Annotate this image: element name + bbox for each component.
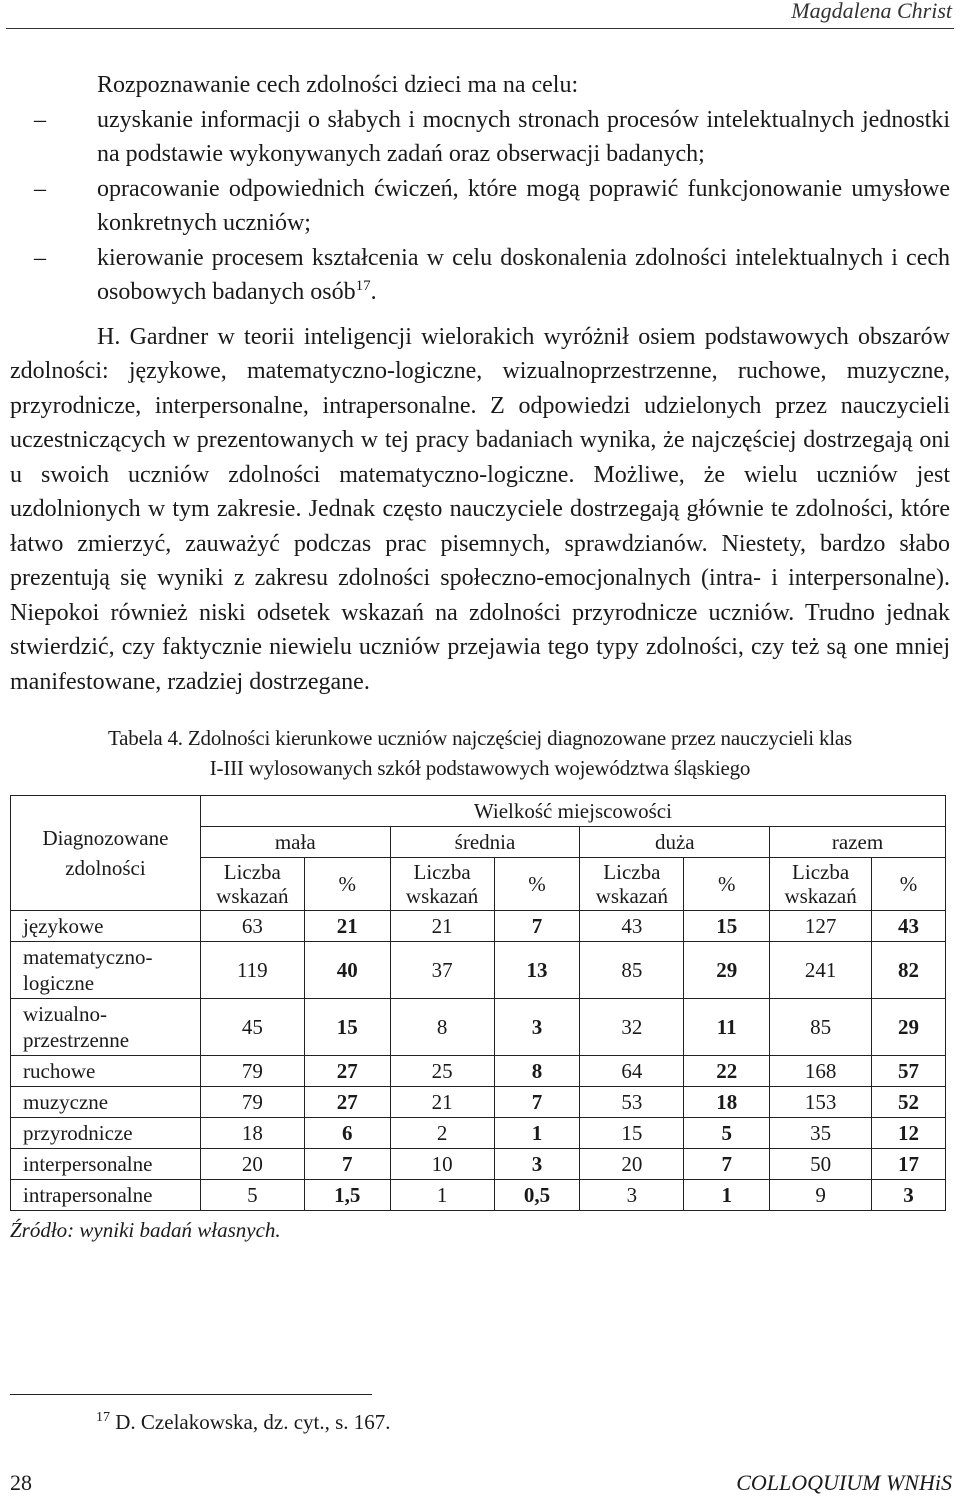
page-number: 28	[10, 1470, 32, 1495]
pct-cell: 7	[494, 911, 580, 942]
count-header	[200, 858, 304, 911]
count-cell: 63	[200, 911, 304, 942]
count-cell: 8	[390, 999, 494, 1056]
table-source: Źródło: wyniki badań własnych.	[10, 1218, 281, 1242]
pct-cell: 27	[304, 1087, 390, 1118]
pct-cell: 15	[684, 911, 770, 942]
row-label: interpersonalne	[11, 1149, 201, 1180]
count-header	[390, 858, 494, 911]
row-label: intrapersonalne	[11, 1180, 201, 1211]
table-row	[11, 1087, 946, 1118]
table-caption-line: Tabela 4. Zdolności kierunkowe uczniów najczęściej diagnozowane przez nauczycieli klas	[108, 726, 852, 750]
pct-cell: 3	[872, 1180, 946, 1211]
count-cell: 10	[390, 1149, 494, 1180]
count-cell: 21	[390, 911, 494, 942]
footnote-text: D. Czelakowska, dz. cyt., s. 167.	[115, 1410, 391, 1434]
pct-cell: 21	[304, 911, 390, 942]
pct-cell: 17	[872, 1149, 946, 1180]
footnote	[96, 1410, 391, 1435]
group-header: Wielkość miejscowości	[200, 796, 945, 827]
count-header-line: Liczba	[223, 860, 281, 884]
list-item	[10, 103, 950, 172]
count-cell: 18	[200, 1118, 304, 1149]
count-cell: 20	[200, 1149, 304, 1180]
footnote-ref: 17	[355, 278, 371, 294]
count-cell: 153	[770, 1087, 872, 1118]
count-cell: 20	[580, 1149, 684, 1180]
count-header-line: Liczba	[603, 860, 661, 884]
pct-cell: 82	[872, 942, 946, 999]
footnote-number: 17	[96, 1410, 110, 1425]
count-cell: 32	[580, 999, 684, 1056]
row-label: przyrodnicze	[11, 1118, 201, 1149]
pct-cell: 27	[304, 1056, 390, 1087]
dash-bullet: –	[34, 175, 46, 202]
list-item	[10, 172, 950, 241]
goals-list	[10, 103, 950, 310]
count-header	[770, 858, 872, 911]
table-row	[11, 942, 946, 999]
count-cell: 50	[770, 1149, 872, 1180]
count-cell: 15	[580, 1118, 684, 1149]
count-cell: 85	[580, 942, 684, 999]
table-row	[11, 999, 946, 1056]
count-cell: 168	[770, 1056, 872, 1087]
pct-cell: 18	[684, 1087, 770, 1118]
count-cell: 21	[390, 1087, 494, 1118]
list-item-text: uzyskanie informacji o słabych i mocnych stronach procesów intelektualnych jednostki na podstawie wykonywanych zadań oraz obserwacji badanych;	[97, 106, 950, 167]
count-cell: 1	[390, 1180, 494, 1211]
list-item-text: opracowanie odpowiednich ćwiczeń, które mogą poprawić funkcjonowanie umysłowe konkretnych uczniów;	[97, 175, 950, 236]
pct-cell: 52	[872, 1087, 946, 1118]
count-cell: 119	[200, 942, 304, 999]
count-header-line: wskazań	[216, 884, 289, 908]
count-cell: 3	[580, 1180, 684, 1211]
count-cell: 241	[770, 942, 872, 999]
footnote-ref-punct: .	[370, 279, 377, 305]
list-item-text: kierowanie procesem kształcenia w celu doskonalenia zdolności intelektualnych i cech osobowych badanych osób	[97, 244, 950, 305]
pct-header: %	[684, 858, 770, 911]
count-header-line: wskazań	[405, 884, 479, 908]
pct-cell: 6	[304, 1118, 390, 1149]
count-cell: 35	[770, 1118, 872, 1149]
pct-cell: 1	[494, 1118, 580, 1149]
row-label: wizualno-przestrzenne	[11, 999, 201, 1056]
count-cell: 79	[200, 1087, 304, 1118]
pct-header: %	[872, 858, 946, 911]
pct-cell: 1,5	[304, 1180, 390, 1211]
pct-cell: 40	[304, 942, 390, 999]
table-row	[11, 1118, 946, 1149]
table-row	[11, 911, 946, 942]
pct-cell: 22	[684, 1056, 770, 1087]
running-header-author: Magdalena Christ	[791, 0, 952, 23]
count-cell: 53	[580, 1087, 684, 1118]
table-wrapper	[10, 795, 950, 1211]
footnote-rule	[10, 1394, 372, 1395]
pct-cell: 1	[684, 1180, 770, 1211]
count-cell: 45	[200, 999, 304, 1056]
pct-cell: 11	[684, 999, 770, 1056]
table-body	[11, 911, 946, 1211]
pct-cell: 29	[684, 942, 770, 999]
pct-cell: 7	[304, 1149, 390, 1180]
dash-bullet: –	[34, 106, 46, 133]
journal-name: COLLOQUIUM WNHiS	[736, 1470, 952, 1495]
count-header-line: wskazań	[784, 884, 857, 908]
count-cell: 85	[770, 999, 872, 1056]
pct-header: %	[304, 858, 390, 911]
intro-line: Rozpoznawanie cech zdolności dzieci ma na celu:	[97, 72, 579, 98]
pct-cell: 15	[304, 999, 390, 1056]
group-name: duża	[580, 827, 770, 858]
count-header	[580, 858, 684, 911]
pct-cell: 29	[872, 999, 946, 1056]
row-label: muzyczne	[11, 1087, 201, 1118]
pct-cell: 13	[494, 942, 580, 999]
count-header-line: Liczba	[792, 860, 850, 884]
abilities-table	[10, 795, 946, 1211]
row-label: językowe	[11, 911, 201, 942]
header-rule	[6, 28, 954, 29]
count-cell: 5	[200, 1180, 304, 1211]
count-cell: 64	[580, 1056, 684, 1087]
table-caption-line: I-III wylosowanych szkół podstawowych województwa śląskiego	[209, 756, 751, 780]
count-cell: 9	[770, 1180, 872, 1211]
count-cell: 43	[580, 911, 684, 942]
row-label: ruchowe	[11, 1056, 201, 1087]
count-header-line: Liczba	[413, 860, 471, 884]
group-name: razem	[770, 827, 946, 858]
pct-header: %	[494, 858, 580, 911]
pct-cell: 12	[872, 1118, 946, 1149]
group-name: średnia	[390, 827, 580, 858]
table-row	[11, 1180, 946, 1211]
pct-cell: 7	[684, 1149, 770, 1180]
dash-bullet: –	[34, 244, 46, 271]
pct-cell: 57	[872, 1056, 946, 1087]
group-name: mała	[200, 827, 390, 858]
table-caption	[10, 723, 950, 783]
pct-cell: 5	[684, 1118, 770, 1149]
row-label: matematyczno-logiczne	[11, 942, 201, 999]
pct-cell: 7	[494, 1087, 580, 1118]
list-item	[10, 241, 950, 310]
count-header-line: wskazań	[595, 884, 668, 908]
pct-cell: 0,5	[494, 1180, 580, 1211]
pct-cell: 43	[872, 911, 946, 942]
table-row	[11, 1149, 946, 1180]
page-content	[10, 68, 950, 1248]
count-cell: 2	[390, 1118, 494, 1149]
body-paragraph: H. Gardner w teorii inteligencji wielorakich wyróżnił osiem podstawowych obszarów zdolności: językowe, matematyczno-logiczne, wizualnoprzestrzenne, ruchowe, muzyczne, przyrodnicze, interpersonalne, intrapersonalne. Z odpowiedzi udzielonych przez nauczycieli uczestniczących w prezentowanych w tej pracy badaniach wynika, że najczęściej dostrzegają oni u swoich uczniów zdolności matematyczno-logiczne. Możliwe, że wielu uczniów jest uzdolnionych w tym zakresie. Jednak często nauczyciele dostrzegają głównie te zdolności, które łatwo zmierzyć, zauważyć podczas prac pisemnych, sprawdzianów. Niestety, bardzo słabo prezentują się wyniki z zakresu zdolności społeczno-emocjonalnych (intra- i interpersonalne). Niepokoi również niski odsetek wskazań na zdolności przyrodnicze uczniów. Trudno jednak stwierdzić, czy faktycznie niewielu uczniów przejawia tego typy zdolności, czy też są one mniej manifestowane, rzadziej dostrzegane.	[10, 323, 950, 695]
pct-cell: 3	[494, 1149, 580, 1180]
count-cell: 25	[390, 1056, 494, 1087]
pct-cell: 3	[494, 999, 580, 1056]
count-cell: 127	[770, 911, 872, 942]
pct-cell: 8	[494, 1056, 580, 1087]
table-row	[11, 1056, 946, 1087]
first-col-header: Diagnozowane zdolności	[11, 796, 201, 911]
count-cell: 37	[390, 942, 494, 999]
count-cell: 79	[200, 1056, 304, 1087]
